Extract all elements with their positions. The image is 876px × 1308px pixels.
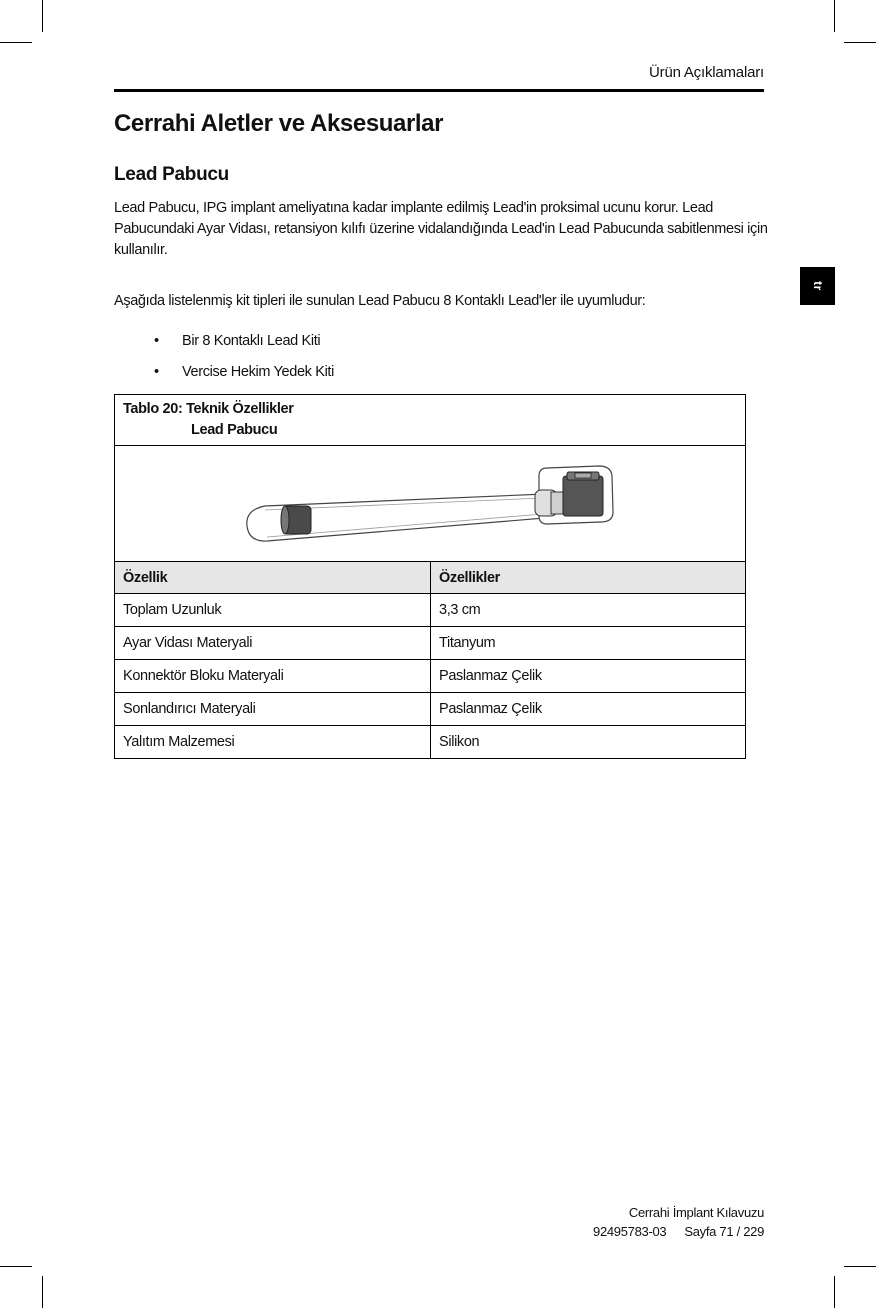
table-row (115, 660, 746, 693)
table-row (115, 693, 746, 726)
table-cell-value: 3,3 cm (431, 594, 746, 627)
column-header-specs: Özellikler (431, 562, 746, 594)
bullet-icon: • (154, 333, 159, 349)
crop-mark (42, 0, 43, 32)
table-caption-line1: Tablo 20: Teknik Özellikler (123, 401, 294, 417)
page-footer (593, 1203, 764, 1241)
table-header-row (115, 562, 746, 594)
table-cell-value: Titanyum (431, 627, 746, 660)
table-row (115, 627, 746, 660)
lead-boot-illustration (115, 446, 746, 562)
list-item-text: Bir 8 Kontaklı Lead Kiti (182, 333, 321, 349)
language-tab (800, 267, 835, 305)
table-cell-feature: Konnektör Bloku Materyali (115, 660, 431, 693)
connector-block (563, 476, 603, 516)
table-caption-row (115, 395, 746, 446)
table-cell-feature: Sonlandırıcı Materyali (115, 693, 431, 726)
list-item (150, 362, 334, 393)
terminator-face (281, 506, 289, 534)
kit-list (150, 331, 334, 393)
table-caption-line2: Lead Pabucu (191, 422, 278, 438)
table-row (115, 726, 746, 759)
footer-line-2 (593, 1222, 764, 1241)
manual-title: Cerrahi İmplant Kılavuzu (628, 1205, 764, 1220)
crop-mark (844, 1266, 876, 1267)
description-paragraph: Lead Pabucu, IPG implant ameliyatına kadar implante edilmiş Lead'in proksimal ucunu korur. Lead Pabucundaki Ayar Vidası, retansiyon kılıfı üzerine vidalandığında Lead'in Lead Pabucunda sabitlenmesi için kullanılır. (114, 200, 768, 258)
bullet-icon: • (154, 364, 159, 380)
table-image-row (115, 446, 746, 562)
list-item (150, 331, 334, 362)
running-header: Ürün Açıklamaları (649, 64, 764, 81)
header-rule (114, 89, 764, 92)
table-cell-value: Silikon (431, 726, 746, 759)
table-cell-feature: Yalıtım Malzemesi (115, 726, 431, 759)
table-cell-value: Paslanmaz Çelik (431, 693, 746, 726)
crop-mark (834, 1276, 835, 1308)
page-number: Sayfa 71 / 229 (684, 1224, 764, 1239)
crop-mark (0, 42, 32, 43)
lead-boot-drawing (115, 446, 745, 561)
spec-table (114, 394, 746, 759)
list-item-text: Vercise Hekim Yedek Kiti (182, 364, 334, 380)
crop-mark (834, 0, 835, 32)
table-cell-feature: Toplam Uzunluk (115, 594, 431, 627)
crop-mark (0, 1266, 32, 1267)
subsection-title: Lead Pabucu (114, 164, 229, 185)
crop-mark (844, 42, 876, 43)
column-header-feature: Özellik (115, 562, 431, 594)
crop-mark (42, 1276, 43, 1308)
table-row (115, 594, 746, 627)
set-screw-head (575, 473, 591, 478)
table-cell-feature: Ayar Vidası Materyali (115, 627, 431, 660)
compatibility-paragraph: Aşağıda listelenmiş kit tipleri ile sunulan Lead Pabucu 8 Kontaklı Lead'ler ile uyumludur: (114, 293, 646, 309)
language-tab-label: tr (810, 281, 825, 291)
section-title: Cerrahi Aletler ve Aksesuarlar (114, 110, 444, 137)
document-number: 92495783-03 (593, 1224, 667, 1239)
table-caption (115, 395, 746, 446)
table-cell-value: Paslanmaz Çelik (431, 660, 746, 693)
